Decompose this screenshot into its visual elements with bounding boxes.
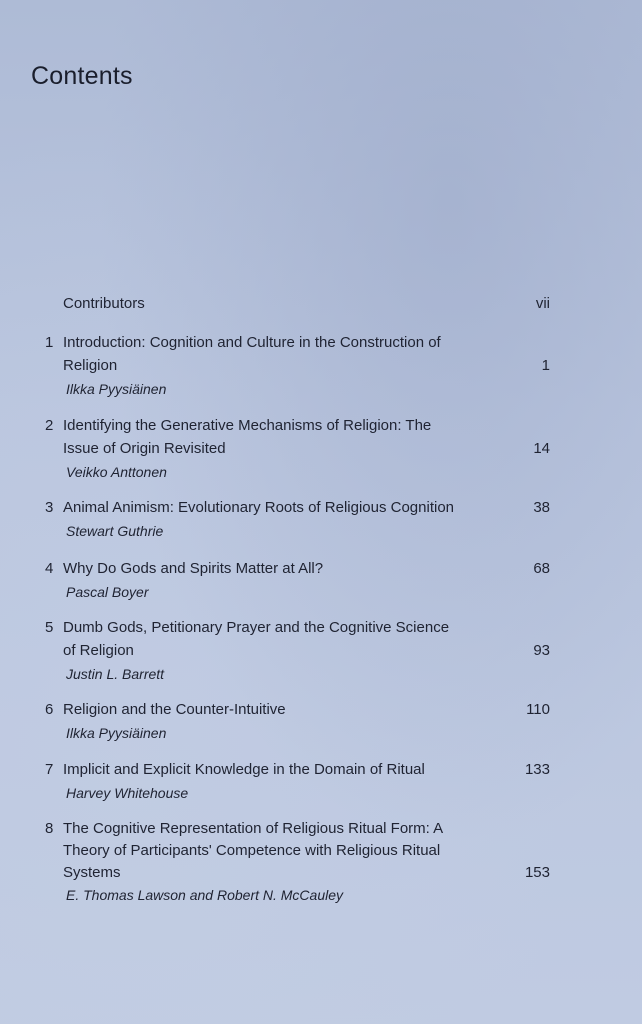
chapter-page: 153 — [524, 864, 550, 881]
chapter-title-line: Religion — [63, 357, 118, 374]
chapter-title-line: Implicit and Explicit Knowledge in the Domain of Ritual — [63, 761, 425, 778]
chapter-author: Ilkka Pyysiäinen — [66, 381, 167, 397]
chapter-page: 38 — [533, 499, 550, 516]
chapter-title-line: The Cognitive Representation of Religious Ritual Form: A — [63, 820, 444, 837]
chapter-title-line: Animal Animism: Evolutionary Roots of Religious Cognition — [63, 499, 455, 516]
chapter-title-line: Introduction: Cognition and Culture in the Construction of — [63, 334, 441, 351]
chapter-title-line: Dumb Gods, Petitionary Prayer and the Cognitive Science — [63, 619, 450, 636]
contributors-page: vii — [535, 295, 550, 312]
chapter-number: 5 — [45, 619, 54, 636]
chapter-author: Veikko Anttonen — [66, 464, 167, 480]
chapter-author: Justin L. Barrett — [66, 666, 165, 682]
chapter-page: 68 — [533, 560, 550, 577]
chapter-number: 4 — [45, 560, 54, 577]
page-title: Contents — [31, 62, 133, 90]
chapter-page: 110 — [526, 701, 550, 718]
chapter-number: 7 — [45, 761, 54, 778]
chapter-author: Harvey Whitehouse — [66, 785, 189, 801]
chapter-page: 14 — [533, 440, 550, 457]
chapter-title-line: Systems — [63, 864, 121, 881]
contributors-label: Contributors — [63, 295, 145, 312]
chapter-page: 93 — [533, 642, 550, 659]
chapter-title-line: Theory of Participants' Competence with Religious Ritual — [63, 842, 441, 859]
chapter-author: Pascal Boyer — [66, 584, 149, 600]
chapter-title-line: Why Do Gods and Spirits Matter at All? — [63, 560, 324, 577]
chapter-title-line: of Religion — [63, 642, 134, 659]
chapter-number: 3 — [45, 499, 54, 516]
chapter-author: Stewart Guthrie — [66, 523, 164, 539]
chapter-title-line: Identifying the Generative Mechanisms of Religion: The — [63, 417, 432, 434]
chapter-number: 1 — [45, 334, 54, 351]
chapter-number: 8 — [45, 820, 54, 837]
chapter-author: Ilkka Pyysiäinen — [66, 725, 167, 741]
chapter-number: 2 — [45, 417, 54, 434]
chapter-title-line: Issue of Origin Revisited — [63, 440, 226, 457]
chapter-author: E. Thomas Lawson and Robert N. McCauley — [66, 887, 344, 903]
chapter-number: 6 — [45, 701, 54, 718]
chapter-page: 1 — [541, 357, 550, 374]
chapter-page: 133 — [524, 761, 550, 778]
chapter-title-line: Religion and the Counter-Intuitive — [63, 701, 286, 718]
